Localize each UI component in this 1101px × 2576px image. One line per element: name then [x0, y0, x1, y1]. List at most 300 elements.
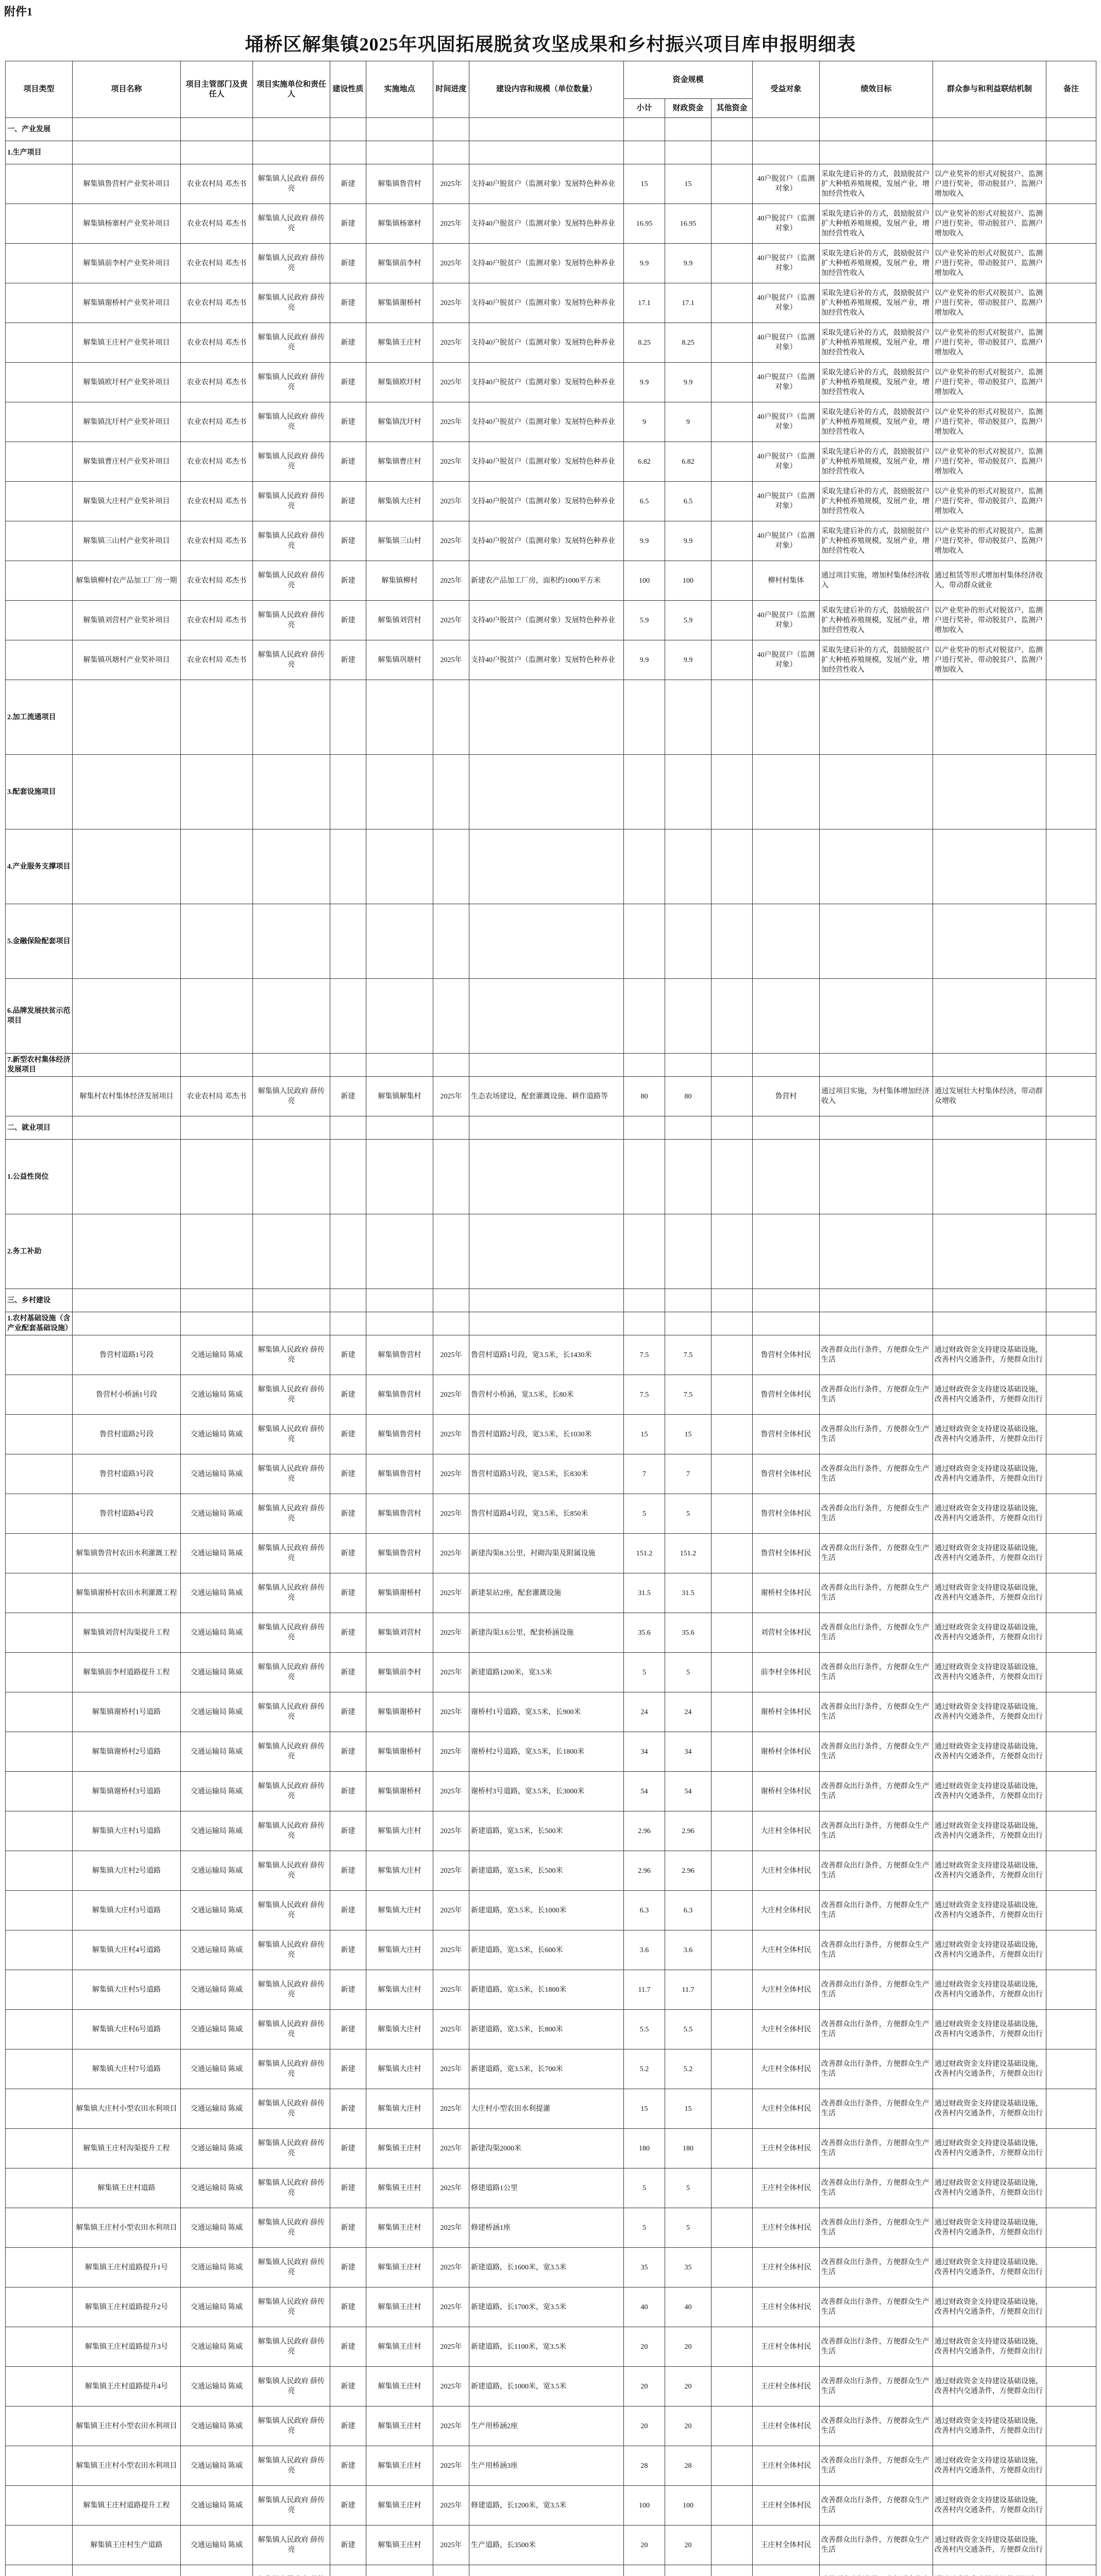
project-name-cell: 解集镇王庄村生产道路: [73, 2526, 181, 2565]
location-cell: 解集镇刘营村: [366, 601, 433, 640]
empty-cell: [665, 829, 712, 904]
section-label: 3.配套设施项目: [6, 755, 73, 829]
section-label: 7.新型农村集体经济发展项目: [6, 1054, 73, 1077]
goal-cell: 改善群众出行条件，方便群众生产生活: [820, 1692, 933, 1732]
fiscal-cell: 2.96: [665, 1851, 712, 1891]
period-cell: 2025年: [433, 482, 469, 521]
mechanism-cell: 以产业奖补的形式对脱贫户、监测户进行奖补，带动脱贫户、监测户增加收入: [933, 482, 1046, 521]
goal-cell: 改善群众出行条件，方便群众生产生活: [820, 1851, 933, 1891]
content-cell: 大庄村小型农田水利提灌: [469, 2089, 624, 2129]
empty-cell: [73, 1140, 181, 1214]
fiscal-cell: 6.82: [665, 442, 712, 482]
empty-cell: [933, 680, 1046, 755]
nature-cell: 新建: [330, 1573, 366, 1613]
other-cell: [712, 2168, 753, 2208]
empty-cell: [253, 680, 330, 755]
total-cell: 28: [624, 2446, 665, 2486]
section-row: [6, 1140, 1096, 1214]
fiscal-cell: 6.5: [665, 482, 712, 521]
implementer-cell: 解集镇人民政府 薛传亮: [253, 1415, 330, 1454]
implementer-cell: [253, 2565, 330, 2576]
type-cell: [6, 521, 73, 561]
empty-cell: [933, 904, 1046, 979]
implementer-cell: 解集镇人民政府 薛传亮: [253, 1573, 330, 1613]
location-cell: 解集镇王庄村: [366, 2208, 433, 2248]
fiscal-cell: 9.9: [665, 363, 712, 402]
note-cell: [1046, 2526, 1096, 2565]
other-cell: [712, 1970, 753, 2010]
location-cell: 解集镇大庄村: [366, 2049, 433, 2089]
location-cell: 解集镇大庄村: [366, 1811, 433, 1851]
responsible-cell: 交通运输局 陈威: [181, 1692, 253, 1732]
project-name-cell: 解集镇王庄村道路提升工程: [73, 2486, 181, 2526]
type-cell: [6, 2406, 73, 2446]
mechanism-cell: 通过财政资金支持建设基础设施，改善村内交通条件，方便群众出行: [933, 2010, 1046, 2049]
period-cell: 2025年: [433, 2327, 469, 2367]
type-cell: [6, 1732, 73, 1772]
project-name-cell: 解集镇大庄村5号道路: [73, 1970, 181, 2010]
project-name-cell: 解集镇王庄村小型农田水利项目: [73, 2446, 181, 2486]
other-cell: [712, 1851, 753, 1891]
section-row: [6, 829, 1096, 904]
table-row: [6, 1970, 1096, 2010]
responsible-cell: 交通运输局 陈威: [181, 1653, 253, 1692]
content-cell: 鲁营村道路4号段，宽3.5米，长850米: [469, 1494, 624, 1534]
empty-cell: [253, 979, 330, 1054]
mechanism-cell: 通过财政资金支持建设基础设施，改善村内交通条件，方便群众出行: [933, 2406, 1046, 2446]
header-period: 时间进度: [433, 61, 469, 118]
responsible-cell: 交通运输局 陈威: [181, 1891, 253, 1930]
empty-cell: [469, 141, 624, 164]
table-row: [6, 521, 1096, 561]
table-row: [6, 1335, 1096, 1375]
empty-cell: [712, 829, 753, 904]
empty-cell: [181, 141, 253, 164]
location-cell: 解集镇大庄村: [366, 2010, 433, 2049]
empty-cell: [469, 1289, 624, 1312]
total-cell: 17.1: [624, 283, 665, 323]
content-cell: 新建道路，长1000米，宽3.5米: [469, 2367, 624, 2406]
implementer-cell: 解集镇人民政府 薛传亮: [253, 2526, 330, 2565]
empty-cell: [624, 829, 665, 904]
empty-cell: [181, 1214, 253, 1289]
type-cell: [6, 1653, 73, 1692]
note-cell: [1046, 482, 1096, 521]
location-cell: 解集镇谢桥村: [366, 1573, 433, 1613]
total-cell: 100: [624, 561, 665, 601]
location-cell: 解集镇大庄村: [366, 2089, 433, 2129]
project-name-cell: 解集镇杨寨村产业奖补项目: [73, 204, 181, 244]
empty-cell: [330, 680, 366, 755]
other-cell: [712, 2486, 753, 2526]
content-cell: 支持40户脱贫户（监测对象）发展特色种养业: [469, 640, 624, 680]
mechanism-cell: 以产业奖补的形式对脱贫户、监测户进行奖补，带动脱贫户、监测户增加收入: [933, 640, 1046, 680]
implementer-cell: 解集镇人民政府 薛传亮: [253, 2327, 330, 2367]
content-cell: 支持40户脱贫户（监测对象）发展特色种养业: [469, 363, 624, 402]
project-name-cell: 解集镇鲁营村农田水利灌溉工程: [73, 1534, 181, 1573]
responsible-cell: 农业农村局 邓杰书: [181, 204, 253, 244]
empty-cell: [433, 1312, 469, 1335]
location-cell: 解集镇谢桥村: [366, 283, 433, 323]
beneficiaries-cell: 鲁营村全体村民: [753, 1375, 820, 1415]
empty-cell: [712, 904, 753, 979]
project-name-cell: 解集镇王庄村道路提升3号: [73, 2327, 181, 2367]
empty-cell: [433, 979, 469, 1054]
other-cell: [712, 482, 753, 521]
mechanism-cell: 通过财政资金支持建设基础设施，改善村内交通条件，方便群众出行: [933, 1454, 1046, 1494]
content-cell: 生态农场建设，配套灌溉设施、耕作道路等: [469, 1077, 624, 1116]
note-cell: [1046, 1494, 1096, 1534]
implementer-cell: 解集镇人民政府 薛传亮: [253, 2287, 330, 2327]
nature-cell: 新建: [330, 601, 366, 640]
beneficiaries-cell: 谢桥村全体村民: [753, 1573, 820, 1613]
empty-cell: [330, 1140, 366, 1214]
responsible-cell: 交通运输局 陈威: [181, 2526, 253, 2565]
empty-cell: [253, 1312, 330, 1335]
empty-cell: [1046, 904, 1096, 979]
total-cell: 5: [624, 1653, 665, 1692]
empty-cell: [181, 1054, 253, 1077]
empty-cell: [665, 1140, 712, 1214]
empty-cell: [1046, 1289, 1096, 1312]
type-cell: [6, 482, 73, 521]
empty-cell: [624, 1289, 665, 1312]
empty-cell: [73, 1116, 181, 1140]
table-row: [6, 1851, 1096, 1891]
content-cell: 支持40户脱贫户（监测对象）发展特色种养业: [469, 482, 624, 521]
fiscal-cell: 54: [665, 1772, 712, 1811]
implementer-cell: 解集镇人民政府 薛传亮: [253, 442, 330, 482]
location-cell: 解集镇沈圩村: [366, 402, 433, 442]
beneficiaries-cell: 大庄村全体村民: [753, 2089, 820, 2129]
type-cell: [6, 2526, 73, 2565]
empty-cell: [469, 1054, 624, 1077]
location-cell: 解集镇谢桥村: [366, 1772, 433, 1811]
table-row: [6, 1653, 1096, 1692]
other-cell: [712, 244, 753, 283]
empty-cell: [1046, 141, 1096, 164]
empty-cell: [330, 829, 366, 904]
period-cell: 2025年: [433, 1930, 469, 1970]
location-cell: 解集镇大庄村: [366, 1891, 433, 1930]
mechanism-cell: 通过财政资金支持建设基础设施，改善村内交通条件，方便群众出行: [933, 2367, 1046, 2406]
note-cell: [1046, 2565, 1096, 2576]
fiscal-cell: 31.5: [665, 1573, 712, 1613]
content-cell: 新建道路，长1700米，宽3.5米: [469, 2287, 624, 2327]
content-cell: 新建道路，宽3.5米，长500米: [469, 1851, 624, 1891]
mechanism-cell: 通过财政资金支持建设基础设施，改善村内交通条件，方便群众出行: [933, 2446, 1046, 2486]
period-cell: 2025年: [433, 2089, 469, 2129]
empty-cell: [712, 1116, 753, 1140]
section-row: [6, 904, 1096, 979]
nature-cell: 新建: [330, 244, 366, 283]
implementer-cell: 解集镇人民政府 薛传亮: [253, 1851, 330, 1891]
responsible-cell: 交通运输局 陈威: [181, 2367, 253, 2406]
empty-cell: [253, 1140, 330, 1214]
type-cell: [6, 164, 73, 204]
empty-cell: [366, 904, 433, 979]
other-cell: [712, 640, 753, 680]
nature-cell: 新建: [330, 1415, 366, 1454]
implementer-cell: 解集镇人民政府 薛传亮: [253, 1692, 330, 1732]
section-label: 三、乡村建设: [6, 1289, 73, 1312]
empty-cell: [665, 1116, 712, 1140]
implementer-cell: 解集镇人民政府 薛传亮: [253, 2168, 330, 2208]
project-name-cell: 解集镇前李村道路提升工程: [73, 1653, 181, 1692]
goal-cell: 改善群众出行条件，方便群众生产生活: [820, 2287, 933, 2327]
goal-cell: 改善群众出行条件，方便群众生产生活: [820, 1613, 933, 1653]
goal-cell: [820, 2565, 933, 2576]
empty-cell: [712, 680, 753, 755]
nature-cell: 新建: [330, 2526, 366, 2565]
empty-cell: [665, 979, 712, 1054]
other-cell: [712, 1573, 753, 1613]
beneficiaries-cell: 王庄村全体村民: [753, 2367, 820, 2406]
beneficiaries-cell: 谢桥村全体村民: [753, 1732, 820, 1772]
implementer-cell: 解集镇人民政府 薛传亮: [253, 1613, 330, 1653]
responsible-cell: 交通运输局 陈威: [181, 1772, 253, 1811]
total-cell: 6.5: [624, 482, 665, 521]
nature-cell: 新建: [330, 1930, 366, 1970]
empty-cell: [712, 979, 753, 1054]
goal-cell: 改善群众出行条件，方便群众生产生活: [820, 2526, 933, 2565]
empty-cell: [624, 755, 665, 829]
empty-cell: [624, 904, 665, 979]
goal-cell: 采取先建后补的方式，鼓励脱贫户扩大种植养殖规模，发展产业，增加经营性收入: [820, 521, 933, 561]
note-cell: [1046, 244, 1096, 283]
header-beneficiaries: 受益对象: [753, 61, 820, 118]
beneficiaries-cell: 40户脱贫户（监测对象）: [753, 640, 820, 680]
mechanism-cell: [933, 2565, 1046, 2576]
mechanism-cell: 通过财政资金支持建设基础设施，改善村内交通条件，方便群众出行: [933, 1891, 1046, 1930]
nature-cell: 新建: [330, 640, 366, 680]
other-cell: [712, 164, 753, 204]
goal-cell: 采取先建后补的方式，鼓励脱贫户扩大种植养殖规模，发展产业，增加经营性收入: [820, 283, 933, 323]
project-name-cell: 解集镇刘营村产业奖补项目: [73, 601, 181, 640]
goal-cell: 通过项目实施，为村集体增加经济收入: [820, 1077, 933, 1116]
mechanism-cell: 以产业奖补的形式对脱贫户、监测户进行奖补，带动脱贫户、监测户增加收入: [933, 204, 1046, 244]
empty-cell: [820, 680, 933, 755]
period-cell: 2025年: [433, 601, 469, 640]
type-cell: [6, 2446, 73, 2486]
fiscal-cell: 9.9: [665, 640, 712, 680]
total-cell: 6.3: [624, 1891, 665, 1930]
beneficiaries-cell: 40户脱贫户（监测对象）: [753, 402, 820, 442]
implementer-cell: 解集镇人民政府 薛传亮: [253, 2486, 330, 2526]
goal-cell: 通过项目实施，增加村集体经济收入: [820, 561, 933, 601]
type-cell: [6, 1772, 73, 1811]
empty-cell: [366, 1140, 433, 1214]
goal-cell: 改善群众出行条件，方便群众生产生活: [820, 2327, 933, 2367]
note-cell: [1046, 1811, 1096, 1851]
mechanism-cell: 以产业奖补的形式对脱贫户、监测户进行奖补，带动脱贫户、监测户增加收入: [933, 363, 1046, 402]
implementer-cell: 解集镇人民政府 薛传亮: [253, 2049, 330, 2089]
empty-cell: [366, 979, 433, 1054]
total-cell: 9.9: [624, 244, 665, 283]
fiscal-cell: 28: [665, 2446, 712, 2486]
empty-cell: [469, 1140, 624, 1214]
responsible-cell: 农业农村局 邓杰书: [181, 323, 253, 363]
implementer-cell: 解集镇人民政府 薛传亮: [253, 1077, 330, 1116]
period-cell: 2025年: [433, 323, 469, 363]
implementer-cell: 解集镇人民政府 薛传亮: [253, 1930, 330, 1970]
location-cell: 解集镇欧圩村: [366, 363, 433, 402]
table-row: [6, 1692, 1096, 1732]
other-cell: [712, 1534, 753, 1573]
implementer-cell: 解集镇人民政府 薛传亮: [253, 1534, 330, 1573]
content-cell: 新建道路，长1100米，宽3.5米: [469, 2327, 624, 2367]
empty-cell: [181, 979, 253, 1054]
empty-cell: [73, 829, 181, 904]
beneficiaries-cell: 鲁营村全体村民: [753, 1415, 820, 1454]
empty-cell: [73, 1312, 181, 1335]
goal-cell: 改善群众出行条件，方便群众生产生活: [820, 1494, 933, 1534]
type-cell: [6, 1375, 73, 1415]
table-row: [6, 1891, 1096, 1930]
nature-cell: 新建: [330, 1811, 366, 1851]
mechanism-cell: 以产业奖补的形式对脱贫户、监测户进行奖补，带动脱贫户、监测户增加收入: [933, 442, 1046, 482]
other-cell: [712, 1613, 753, 1653]
nature-cell: 新建: [330, 363, 366, 402]
header-type: 项目类型: [6, 61, 73, 118]
project-name-cell: 鲁营村道路2号段: [73, 1415, 181, 1454]
type-cell: [6, 1891, 73, 1930]
beneficiaries-cell: 王庄村全体村民: [753, 2208, 820, 2248]
type-cell: [6, 1335, 73, 1375]
location-cell: 解集镇王庄村: [366, 2486, 433, 2526]
table-row: [6, 1573, 1096, 1613]
responsible-cell: 交通运输局 陈威: [181, 2486, 253, 2526]
responsible-cell: 农业农村局 邓杰书: [181, 164, 253, 204]
table-row: [6, 323, 1096, 363]
note-cell: [1046, 2486, 1096, 2526]
total-cell: 35.6: [624, 1613, 665, 1653]
content-cell: 鲁营村小桥涵，宽3.5米，长80米: [469, 1375, 624, 1415]
empty-cell: [366, 141, 433, 164]
table-row: [6, 1732, 1096, 1772]
nature-cell: 新建: [330, 521, 366, 561]
responsible-cell: 交通运输局 陈威: [181, 1851, 253, 1891]
location-cell: [366, 2565, 433, 2576]
header-mechanism: 群众参与和利益联结机制: [933, 61, 1046, 118]
responsible-cell: 农业农村局 邓杰书: [181, 561, 253, 601]
empty-cell: [712, 1140, 753, 1214]
total-cell: [624, 2565, 665, 2576]
table-body: [6, 118, 1096, 2576]
section-row: [6, 680, 1096, 755]
empty-cell: [624, 979, 665, 1054]
project-name-cell: 解集镇大庄村1号道路: [73, 1811, 181, 1851]
table-row: [6, 2486, 1096, 2526]
type-cell: [6, 2248, 73, 2287]
period-cell: 2025年: [433, 2367, 469, 2406]
section-label: 1.农村基础设施（含产业配套基础设施）: [6, 1312, 73, 1335]
header-total: 小计: [624, 99, 665, 118]
nature-cell: 新建: [330, 1375, 366, 1415]
period-cell: 2025年: [433, 640, 469, 680]
empty-cell: [624, 1054, 665, 1077]
empty-cell: [820, 1289, 933, 1312]
table-row: [6, 1415, 1096, 1454]
empty-cell: [433, 1054, 469, 1077]
beneficiaries-cell: 鲁营村全体村民: [753, 1335, 820, 1375]
fiscal-cell: 35.6: [665, 1613, 712, 1653]
nature-cell: 新建: [330, 1494, 366, 1534]
implementer-cell: 解集镇人民政府 薛传亮: [253, 2208, 330, 2248]
location-cell: 解集镇谢桥村: [366, 1732, 433, 1772]
nature-cell: 新建: [330, 2327, 366, 2367]
empty-cell: [1046, 1214, 1096, 1289]
project-name-cell: 解集镇前李村产业奖补项目: [73, 244, 181, 283]
fiscal-cell: 80: [665, 1077, 712, 1116]
type-cell: [6, 1494, 73, 1534]
table-row: [6, 2010, 1096, 2049]
empty-cell: [712, 755, 753, 829]
empty-cell: [624, 1214, 665, 1289]
period-cell: 2025年: [433, 1851, 469, 1891]
other-cell: [712, 402, 753, 442]
table-row: [6, 601, 1096, 640]
table-row: [6, 2208, 1096, 2248]
responsible-cell: 交通运输局 陈威: [181, 2208, 253, 2248]
responsible-cell: [181, 2565, 253, 2576]
beneficiaries-cell: 王庄村全体村民: [753, 2129, 820, 2168]
empty-cell: [253, 829, 330, 904]
type-cell: [6, 601, 73, 640]
empty-cell: [933, 979, 1046, 1054]
period-cell: 2025年: [433, 1732, 469, 1772]
fiscal-cell: 34: [665, 1732, 712, 1772]
other-cell: [712, 1930, 753, 1970]
goal-cell: 改善群众出行条件，方便群众生产生活: [820, 1534, 933, 1573]
empty-cell: [73, 1054, 181, 1077]
location-cell: 解集镇柳村: [366, 561, 433, 601]
total-cell: 2.96: [624, 1811, 665, 1851]
mechanism-cell: 以产业奖补的形式对脱贫户、监测户进行奖补，带动脱贫户、监测户增加收入: [933, 323, 1046, 363]
period-cell: 2025年: [433, 283, 469, 323]
type-cell: [6, 1415, 73, 1454]
beneficiaries-cell: 鲁营村全体村民: [753, 1534, 820, 1573]
nature-cell: 新建: [330, 323, 366, 363]
goal-cell: 采取先建后补的方式，鼓励脱贫户扩大种植养殖规模，发展产业，增加经营性收入: [820, 402, 933, 442]
section-row: [6, 118, 1096, 141]
empty-cell: [820, 755, 933, 829]
project-name-cell: 解集镇谢桥村1号道路: [73, 1692, 181, 1732]
other-cell: [712, 204, 753, 244]
note-cell: [1046, 2287, 1096, 2327]
total-cell: 15: [624, 1415, 665, 1454]
fiscal-cell: 5: [665, 2168, 712, 2208]
project-name-cell: 解集镇王庄村道路: [73, 2168, 181, 2208]
location-cell: 解集镇前李村: [366, 244, 433, 283]
table-row: [6, 2049, 1096, 2089]
note-cell: [1046, 2248, 1096, 2287]
empty-cell: [181, 829, 253, 904]
fiscal-cell: 7: [665, 1454, 712, 1494]
project-name-cell: 解集镇三山村产业奖补项目: [73, 521, 181, 561]
section-label: 1.生产项目: [6, 141, 73, 164]
mechanism-cell: 通过财政资金支持建设基础设施，改善村内交通条件，方便群众出行: [933, 1811, 1046, 1851]
other-cell: [712, 2049, 753, 2089]
other-cell: [712, 2446, 753, 2486]
header-goal: 绩效目标: [820, 61, 933, 118]
other-cell: [712, 2327, 753, 2367]
period-cell: 2025年: [433, 442, 469, 482]
empty-cell: [624, 680, 665, 755]
implementer-cell: 解集镇人民政府 薛传亮: [253, 402, 330, 442]
location-cell: 解集镇王庄村: [366, 2327, 433, 2367]
goal-cell: 采取先建后补的方式，鼓励脱贫户扩大种植养殖规模，发展产业，增加经营性收入: [820, 204, 933, 244]
